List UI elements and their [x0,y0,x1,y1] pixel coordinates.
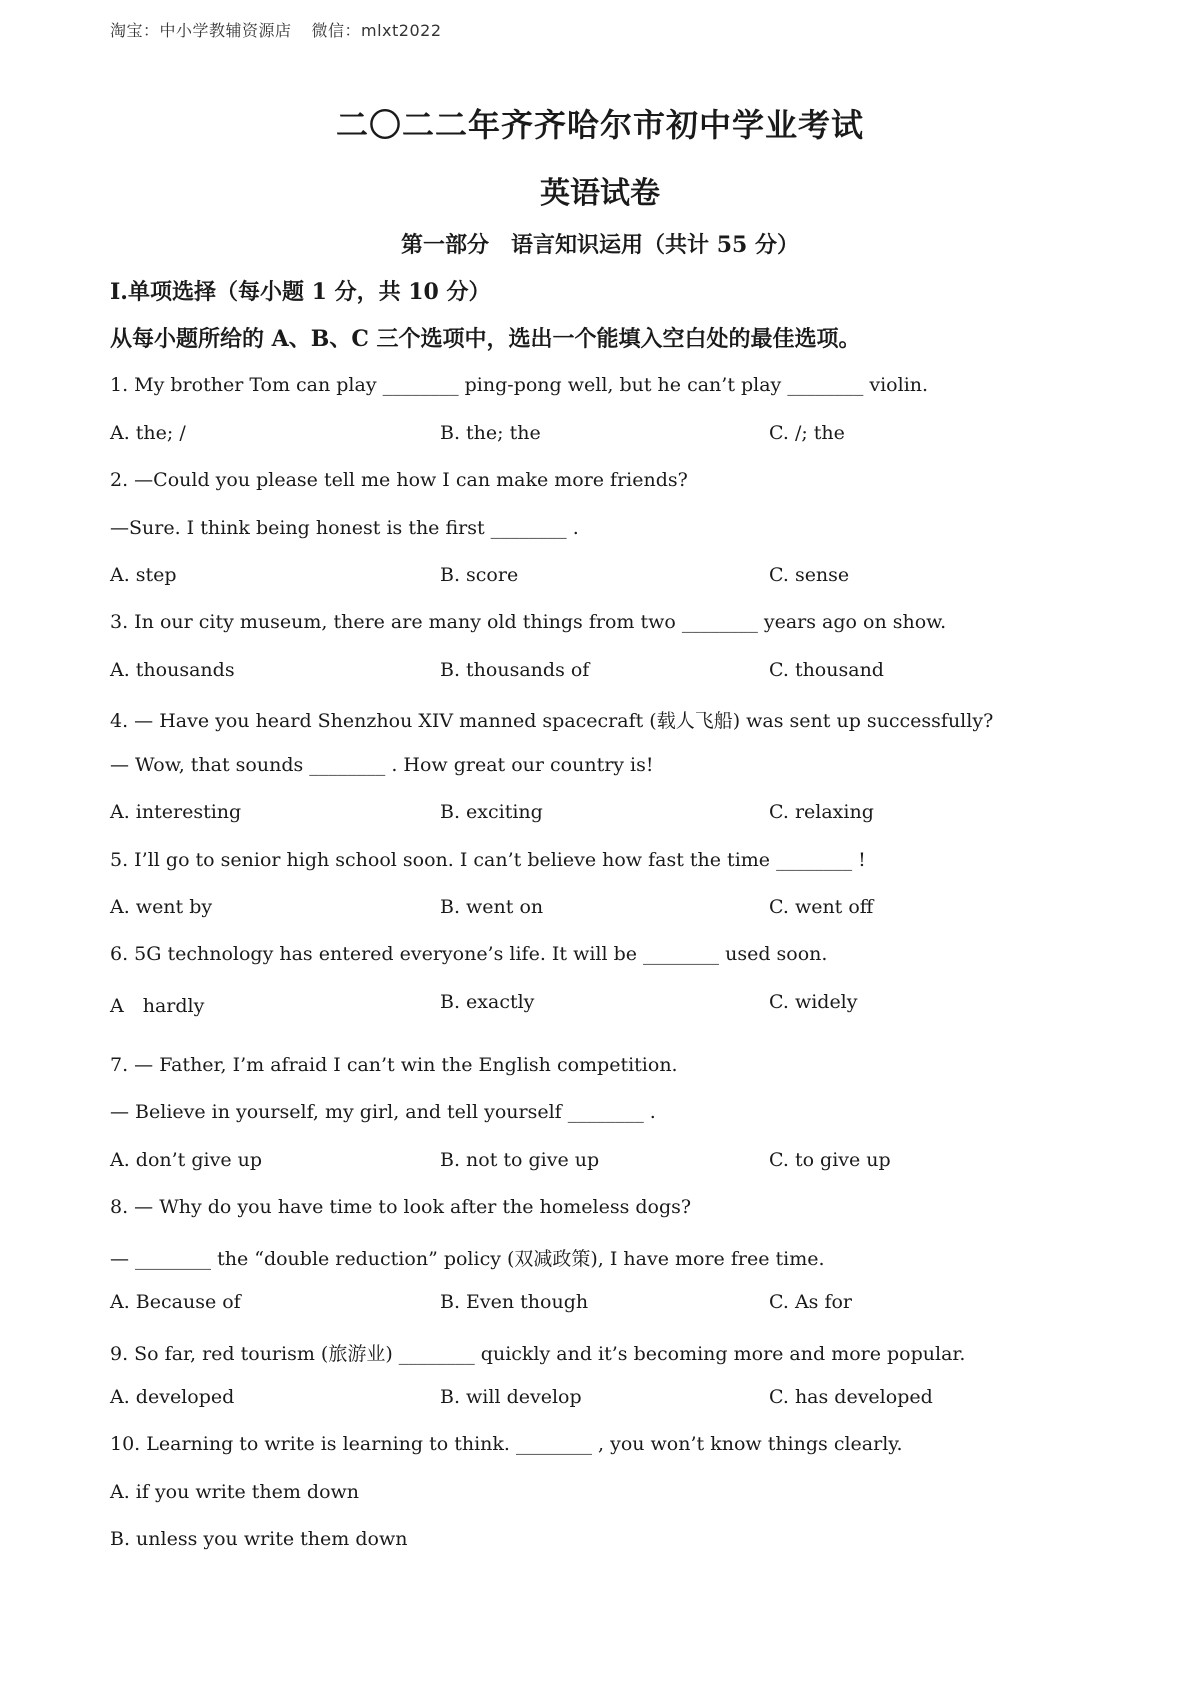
question-3-option-c: C. thousand [769,659,884,681]
question-5-option-c: C. went off [769,896,874,918]
question-7-reply: — Believe in yourself, my girl, and tell yourself ________ . [110,1101,656,1123]
question-4-option-c: C. relaxing [769,801,874,823]
question-5-option-a: A. went by [110,896,213,918]
question-1-option-a: A. the; / [110,422,186,444]
exam-title: 二〇二二年齐齐哈尔市初中学业考试 [335,106,864,144]
question-1-option-c: C. /; the [769,422,845,444]
question-9-stem: 9. So far, red tourism (旅游业) ________ quickly and it’s becoming more and more popular. [110,1343,966,1365]
question-6-option-c: C. widely [769,991,858,1013]
question-8-option-c: C. As for [769,1291,853,1313]
question-4-reply: — Wow, that sounds ________ . How great our country is! [110,754,654,776]
question-1-option-b: B. the; the [440,422,541,444]
question-2-stem: 2. —Could you please tell me how I can make more friends? [110,469,688,491]
question-8-option-b: B. Even though [440,1291,589,1313]
question-9-option-a: A. developed [110,1386,235,1408]
question-8-reply: — ________ the “double reduction” policy (双减政策), I have more free time. [110,1248,825,1270]
question-6-option-b: B. exactly [440,991,535,1013]
question-3-option-a: A. thousands [110,659,235,681]
question-6-option-a: A hardly [110,995,205,1017]
question-9-option-c: C. has developed [769,1386,933,1408]
question-9-option-b: B. will develop [440,1386,582,1408]
question-4-option-b: B. exciting [440,801,543,823]
question-5-stem: 5. I’ll go to senior high school soon. I can’t believe how fast the time ________ ! [110,849,866,871]
question-4-stem: 4. — Have you heard Shenzhou XIV manned spacecraft (载人飞船) was sent up successfully? [110,710,994,732]
question-3-stem: 3. In our city museum, there are many old things from two ________ years ago on show. [110,611,947,633]
question-2-option-c: C. sense [769,564,850,586]
question-7-option-b: B. not to give up [440,1149,600,1171]
page-header-watermark [110,18,442,41]
question-7-option-a: A. don’t give up [110,1149,263,1171]
question-2-option-b: B. score [440,564,519,586]
section-heading: Ⅰ.单项选择（每小题 1 分，共 10 分） [110,279,491,305]
question-3-option-b: B. thousands of [440,659,590,681]
question-2-option-a: A. step [110,564,177,586]
question-10-option-b: B. unless you write them down [110,1528,408,1550]
question-6-stem: 6. 5G technology has entered everyone’s life. It will be ________ used soon. [110,943,828,965]
question-8-option-a: A. Because of [110,1291,241,1313]
question-5-option-b: B. went on [440,896,544,918]
question-2-reply: —Sure. I think being honest is the first ________ . [110,517,579,539]
question-10-option-a: A. if you write them down [110,1481,360,1503]
exam-subtitle: 英语试卷 [540,176,660,211]
shop-name: 淘宝：中小学教辅资源店 [110,21,292,40]
question-7-option-c: C. to give up [769,1149,891,1171]
question-7-stem: 7. — Father, I’m afraid I can’t win the English competition. [110,1054,678,1076]
part-heading: 第一部分 语言知识运用（共计 55 分） [401,232,799,258]
question-8-stem: 8. — Why do you have time to look after the homeless dogs? [110,1196,692,1218]
section-instruction: 从每小题所给的 A、B、C 三个选项中，选出一个能填入空白处的最佳选项。 [110,326,861,352]
question-1-stem: 1. My brother Tom can play ________ ping-pong well, but he can’t play ________ violin. [110,374,929,396]
wechat-id: 微信：mlxt2022 [311,21,442,40]
question-4-option-a: A. interesting [110,801,242,823]
question-10-stem: 10. Learning to write is learning to think. ________ , you won’t know things clearly. [110,1433,903,1455]
